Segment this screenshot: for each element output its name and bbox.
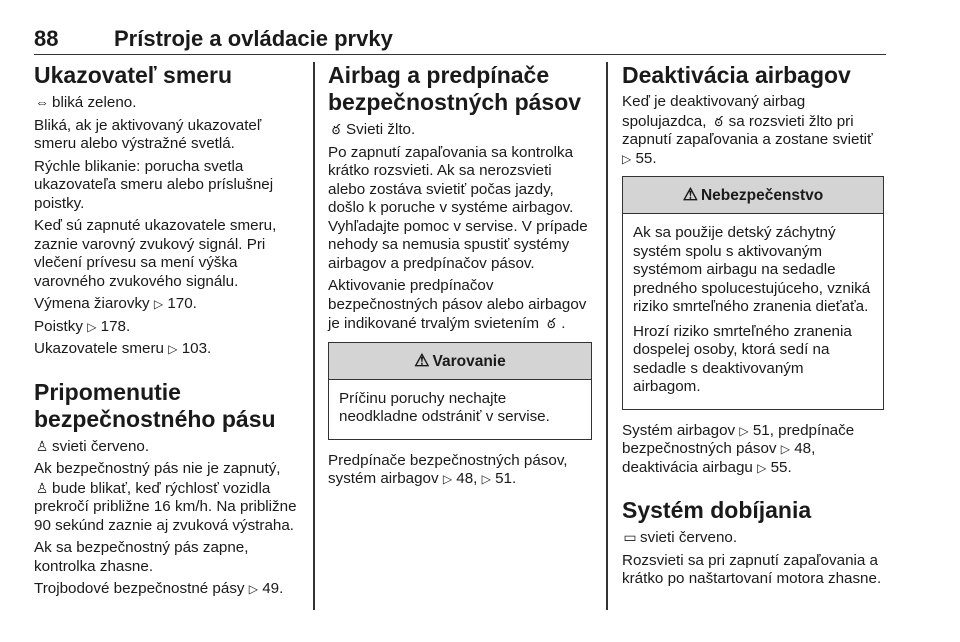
warning-triangle-icon: ⚠ [414,350,430,370]
paragraph: Poistky ▷ 178. [34,317,131,335]
paragraph: Výmena žiarovky ▷ 170. [34,295,197,312]
seatbelt-icon: ♙ [35,437,49,454]
page-ref-icon: ▷ [739,423,749,438]
danger-text: Hrozí riziko smrteľného zranenia dospelej osoby, ktorá sedí na sedadle s deaktivovaným airbagom. [633,322,852,395]
paragraph: ♙ svieti červeno. [35,437,150,455]
battery-icon: ▭ [623,529,637,545]
page-ref-icon: ▷ [87,319,97,334]
section-title-charging-system: Systém dobíjania [622,497,812,523]
warning-text: Príčinu poruchy nechajte neodkladne odstrániť v servise. [339,389,550,425]
airbag-icon: ఠ [331,121,341,137]
paragraph: Bliká, ak je aktivovaný ukazovateľ smeru alebo výstražné svetlá. [34,116,262,152]
danger-box [622,176,884,410]
paragraph: ఠ Svieti žlto. [328,120,592,140]
page-ref-icon: ▷ [622,151,632,166]
paragraph: Rýchle blikanie: porucha svetla ukazovateľa smeru alebo príslušnej poistky. [34,157,274,212]
page-ref-icon: ▷ [153,297,164,311]
paragraph: ⇔ bliká zeleno. [35,94,137,111]
column-divider-2 [606,62,608,610]
warning-triangle-icon: ⚠ [682,185,698,204]
page-ref-icon: ▷ [248,582,258,596]
paragraph: Aktivovanie predpínačov bezpečnostných pásov alebo airbagov je indikované trvalým svietením ఠ . [328,277,587,332]
chapter-title: Prístroje a ovládacie prvky [114,26,393,51]
page-ref-icon: ▷ [757,460,767,475]
paragraph: Keď je deaktivovaný airbag spolujazdca, ఠ sa rozsvieti žlto pri zapnutí zapaľovania a zostane svietiť ▷ 55. [622,93,873,167]
paragraph: Systém airbagov ▷ 51, predpínače bezpečnostných pásov ▷ 48, deaktivácia airbagu ▷ 55. [622,421,855,476]
danger-text: Ak sa použije detský záchytný systém spolu s aktivovaným systémom airbagu na sedadle predného spolucestujúceho, vzniká riziko smrteľného zranenia dieťaťa. [633,224,871,315]
page-ref-icon: ▷ [442,472,453,486]
section-title-seatbelt-reminder: Pripomenutie bezpečnostného pásu [34,378,276,432]
column-3 [622,62,884,593]
column-2 [328,62,592,493]
paragraph: Predpínače bezpečnostných pásov, systém airbagov ▷ 48, ▷ 51. [328,451,568,487]
column-divider-1 [313,62,315,610]
paragraph: Ak bezpečnostný pás nie je zapnutý, ♙ bude blikať, keď rýchlosť vozidla prekročí približne 16 km/h. Na približne 90 sekúnd zaznie aj zvuková výstraha. [34,460,297,534]
page-header [34,26,886,55]
paragraph: ▭ svieti červeno. [623,529,738,546]
page-ref-icon: ▷ [168,342,178,356]
column-1 [34,62,300,603]
paragraph: Ak sa bezpečnostný pás zapne, kontrolka zhasne. [34,539,249,575]
warning-box [328,342,592,440]
section-title-airbag: Airbag a predpínače bezpečnostných pásov [328,62,582,115]
warning-header: ⚠ Varovanie [329,343,591,380]
section-title-turn-signal: Ukazovateľ smeru [34,62,233,88]
page-number: 88 [34,26,59,51]
paragraph: Trojbodové bezpečnostné pásy ▷ 49. [34,580,284,597]
page-ref-icon: ▷ [481,472,491,486]
paragraph: Keď sú zapnuté ukazovatele smeru, zaznie varovný zvukový signál. Pri vlečení prívesu sa mení výška varovného zvukového signálu. [34,217,277,290]
paragraph: Rozsvieti sa pri zapnutí zapaľovania a krátko po naštartovaní motora zhasne. [622,551,882,587]
section-title-airbag-deactivation: Deaktivácia airbagov [622,62,851,88]
paragraph: Po zapnutí zapaľovania sa kontrolka krátko rozsvieti. Ak sa nerozsvieti alebo zostáva svietiť počas jazdy, došlo k poruche v systéme airbagov. Vyhľadajte pomoc v servise. V prípade nehody sa nemusia spustiť systémy airbagov a predpínačov pásov. [328,143,588,272]
page-ref-icon: ▷ [780,442,790,456]
seatbelt-icon: ♙ [35,479,49,496]
turn-signal-icon: ⇔ [35,94,49,110]
paragraph: Ukazovatele smeru ▷ 103. [34,340,212,357]
danger-header: ⚠ Nebezpečenstvo [623,177,883,214]
airbag-off-icon: ఠ [714,112,723,129]
airbag-icon: ఠ [547,315,556,331]
